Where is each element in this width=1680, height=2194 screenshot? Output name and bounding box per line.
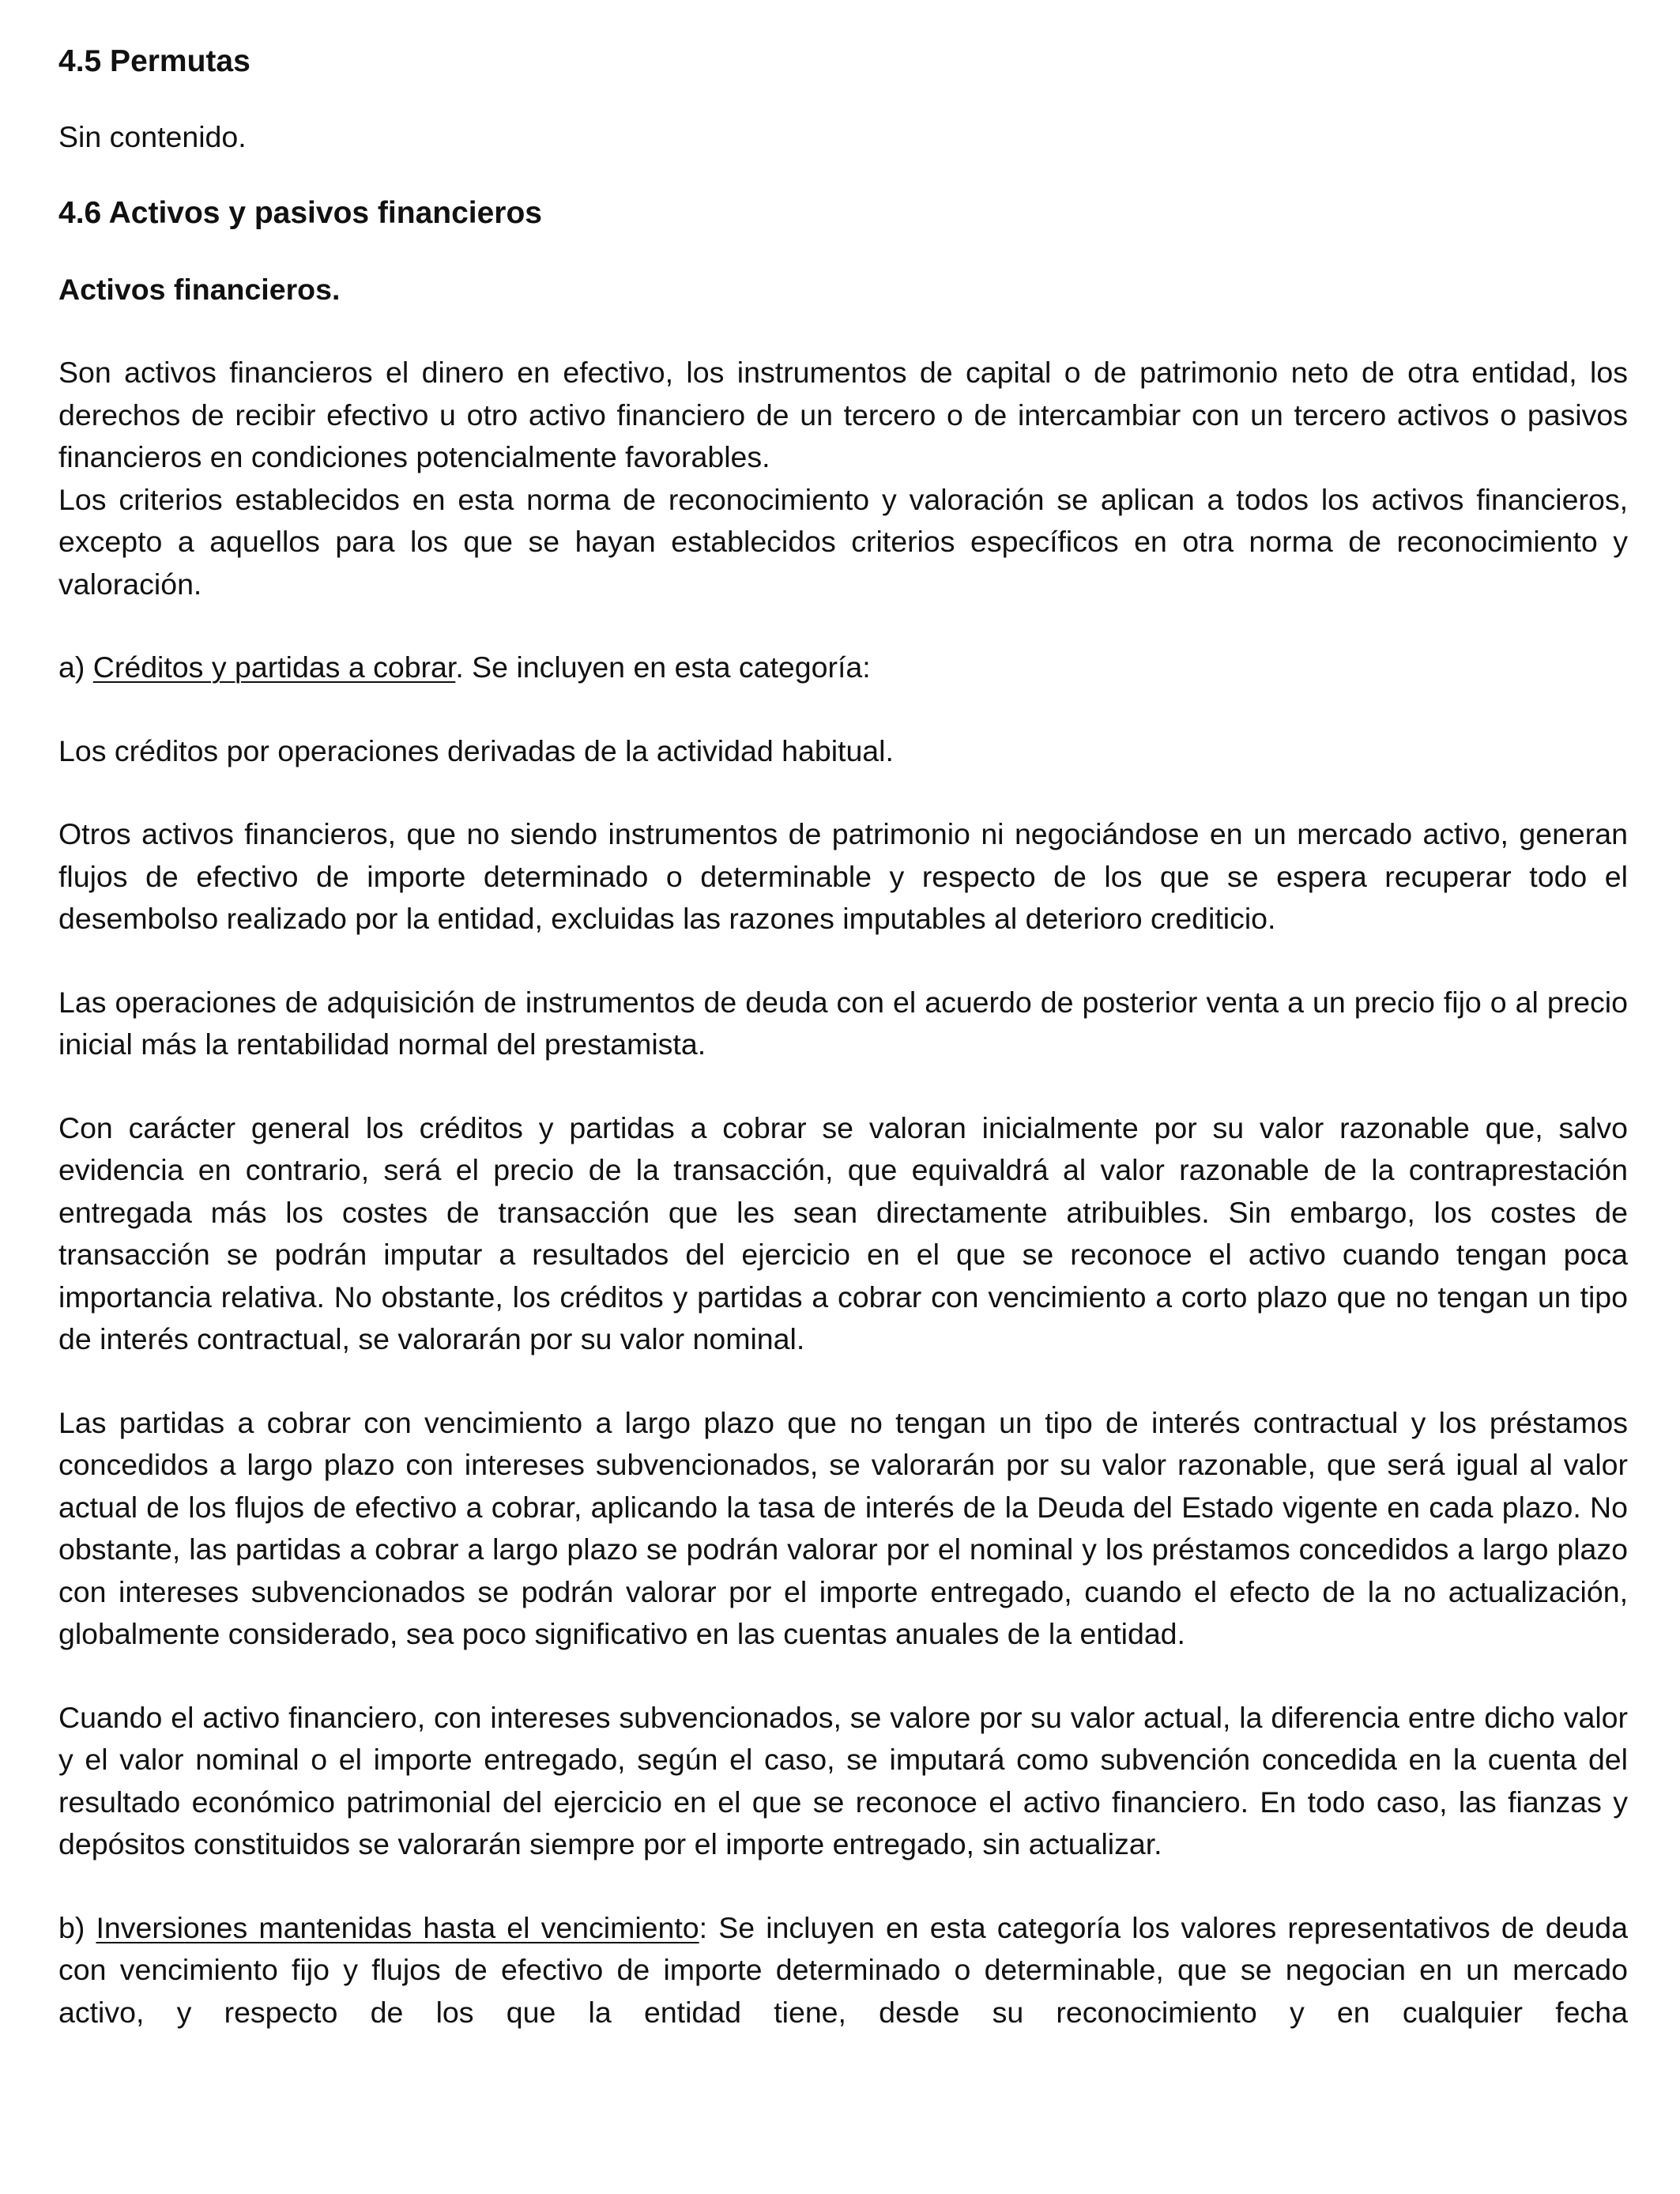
heading-activos-pasivos: 4.6 Activos y pasivos financieros — [58, 195, 542, 230]
item-b-title: Inversiones mantenidas hasta el vencimiento — [96, 1910, 699, 1944]
permutas-body: Sin contenido. — [58, 120, 247, 153]
paragraph-a2: Otros activos financieros, que no siendo instrumentos de patrimonio ni negociándose en un mercado activo, generan flujos de efectivo de importe determinado o determinable y respecto de los que se espera recuperar todo el desembolso realizado por la entidad, excluidas las razones imputables al deterioro crediticio. — [58, 817, 1628, 935]
item-b-suffix: : Se incluyen en esta categoría los valores representativos de deuda con vencimiento fijo y flujos de efectivo de importe determinado o determinable, que se negocian en un mercado activo, y respecto de los que la entidad tiene, desde su reconocimiento y en cualquier fecha — [58, 1910, 1628, 2029]
document-page — [58, 41, 1628, 2034]
item-a-title: Créditos y partidas a cobrar — [92, 650, 456, 684]
item-a-creditos — [58, 647, 1628, 689]
paragraph-criteria: Los criterios establecidos en esta norma de reconocimiento y valoración se aplican a todos los activos financieros, excepto a aquellos para los que se hayan establecidos criterios específicos en otra norma de reconocimiento y valoración. — [58, 482, 1628, 601]
subheading-activos-financieros: Activos financieros. — [58, 272, 341, 306]
item-b-inversiones — [58, 1907, 1628, 2034]
paragraph-a5: Las partidas a cobrar con vencimiento a largo plazo que no tengan un tipo de interés contractual y los préstamos concedidos a largo plazo con intereses subvencionados, se valorarán por su valor razonable, que será igual al valor actual de los flujos de efectivo a cobrar, aplicando la tasa de interés de la Deuda del Estado vigente en cada plazo. No obstante, las partidas a cobrar a largo plazo se podrán valorar por el nominal y los préstamos concedidos a largo plazo con intereses subvencionados se podrán valorar por el importe entregado, cuando el efecto de la no actualización, globalmente considerado, sea poco significativo en las cuentas anuales de la entidad. — [58, 1405, 1628, 1650]
item-b-prefix: b) — [58, 1910, 96, 1944]
heading-permutas: 4.5 Permutas — [58, 44, 250, 78]
paragraph-definition: Son activos financieros el dinero en efectivo, los instrumentos de capital o de patrimonio neto de otra entidad, los derechos de recibir efectivo u otro activo financiero de un tercero o de intercambiar con un tercero activos o pasivos financieros en condiciones potencialmente favorables. — [58, 356, 1628, 473]
paragraph-a6: Cuando el activo financiero, con intereses subvencionados, se valore por su valor actual, la diferencia entre dicho valor y el valor nominal o el importe entregado, según el caso, se imputará como subvención concedida en la cuenta del resultado económico patrimonial del ejercicio en el que se reconoce el activo financiero. En todo caso, las fianzas y depósitos constituidos se valorarán siempre por el importe entregado, sin actualizar. — [58, 1700, 1628, 1860]
item-a-suffix: . Se incluyen en esta categoría: — [455, 650, 871, 684]
paragraph-a3: Las operaciones de adquisición de instrumentos de deuda con el acuerdo de posterior venta a un precio fijo o al precio inicial más la rentabilidad normal del prestamista. — [58, 985, 1628, 1061]
item-a-prefix: a) — [58, 650, 93, 684]
paragraph-a1: Los créditos por operaciones derivadas de la actividad habitual. — [58, 733, 894, 767]
paragraph-a4: Con carácter general los créditos y partidas a cobrar se valoran inicialmente por su valor razonable que, salvo evidencia en contrario, será el precio de la transacción, que equivaldrá al valor razonable de la contraprestación entregada más los costes de transacción que les sean directamente atribuibles. Sin embargo, los costes de transacción se podrán imputar a resultados del ejercicio en el que se reconoce el activo cuando tengan poca importancia relativa. No obstante, los créditos y partidas a cobrar con vencimiento a corto plazo que no tengan un tipo de interés contractual, se valorarán por su valor nominal. — [58, 1110, 1628, 1355]
